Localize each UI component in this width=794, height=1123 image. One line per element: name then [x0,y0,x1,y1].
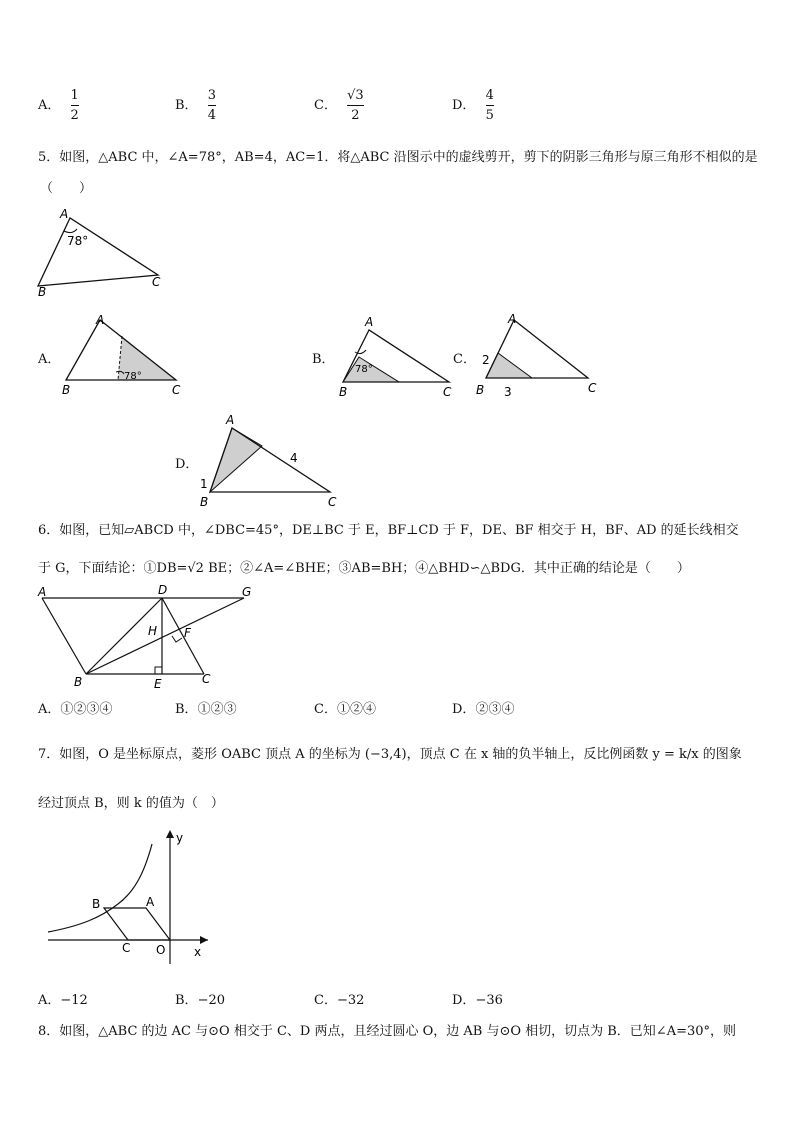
q5-main-figure [30,205,170,300]
svg-text:2: 2 [482,353,490,367]
svg-text:D: D [158,583,168,597]
svg-text:B: B [476,383,485,397]
q5-stem-line1: 5．如图，△ABC 中，∠A=78°，AB=4，AC=1．将△ABC 沿图示中的虚线剪开，剪下的阴影三角形与原三角形不相似的是 [38,150,758,165]
svg-text:B: B [62,383,71,397]
svg-text:A: A [508,312,517,326]
svg-text:B: B [74,675,83,689]
q7-option-d: D．−36 [452,993,503,1008]
q6-option-b: B．①②③ [175,702,237,717]
svg-text:78°: 78° [124,371,142,382]
q7-option-a: A．−12 [38,993,88,1008]
q5-option-d-figure [196,412,346,512]
svg-text:A: A [96,313,105,327]
q4-option-b: B． $\frac{3}{4}$ [175,88,216,123]
q6-option-c: C．①②④ [314,702,376,717]
q5-option-c-label: C． [453,352,476,367]
q7-option-c: C．−32 [314,993,365,1008]
svg-text:x: x [194,945,202,959]
q5-option-a-label: A． [38,352,61,367]
svg-text:A: A [38,585,47,599]
svg-text:4: 4 [290,451,298,465]
q8-stem-line1: 8．如图，△ABC 的边 AC 与⊙O 相交于 C、D 两点，且经过圆心 O，边 AB 与⊙O 相切，切点为 B．已知∠A=30°，则 [38,1024,737,1039]
svg-text:C: C [588,381,597,395]
svg-text:A: A [146,895,155,909]
svg-text:C: C [152,275,161,289]
q6-stem-line2: 于 G，下面结论：①DB=√2 BE；②∠A=∠BHE；③AB=BH；④△BHD∽△BDG．其中正确的结论是（ ） [38,561,690,576]
q6-stem-line1: 6．如图，已知▱ABCD 中，∠DBC=45°，DE⊥BC 于 E，BF⊥CD 于 F，DE、BF 相交于 H，BF、AD 的延长线相交 [38,523,739,538]
q5-option-b-label: B． [312,352,335,367]
q6-option-a: A．①②③④ [38,702,113,717]
q7-stem-line2: 经过顶点 B，则 k 的值为（ ） [38,796,224,811]
svg-text:B: B [38,285,47,299]
q7-option-b: B．−20 [175,993,225,1008]
svg-text:A: A [226,413,235,427]
q7-figure [40,826,220,966]
q5-option-d-label: D． [175,457,199,472]
svg-text:F: F [184,626,191,640]
svg-text:C: C [122,941,131,955]
q5-option-a-figure [58,312,188,402]
svg-text:B: B [92,897,101,911]
svg-text:C: C [443,385,452,399]
svg-text:78°: 78° [355,364,373,375]
svg-text:E: E [154,677,162,691]
svg-text:A: A [60,207,69,221]
q5-stem-line2: （ ） [40,181,93,196]
q4-option-a: A． $\frac{1}{2}$ [38,88,79,123]
svg-text:C: C [328,495,337,509]
q6-option-d: D．②③④ [452,702,515,717]
svg-text:A: A [365,315,374,329]
q5-option-b-figure [335,312,455,402]
q4-option-c: C． $\frac{√3}{2}$ [314,88,364,123]
svg-text:O: O [156,943,166,957]
svg-text:C: C [172,383,181,397]
svg-text:H: H [148,624,158,638]
svg-text:y: y [176,831,184,845]
q6-figure [30,583,270,691]
svg-text:78°: 78° [67,234,89,248]
q7-stem-line1: 7．如图，O 是坐标原点，菱形 OABC 顶点 A 的坐标为 (−3,4)，顶点 C 在 x 轴的负半轴上，反比例函数 y = k/x 的图象 [38,747,742,762]
q5-option-c-figure [470,310,605,402]
svg-text:G: G [242,585,252,599]
svg-text:C: C [202,672,211,686]
q4-option-d: D． $\frac{4}{5}$ [452,88,494,123]
svg-text:B: B [339,385,348,399]
svg-text:1: 1 [200,477,208,491]
svg-text:B: B [200,495,209,509]
svg-text:3: 3 [504,385,512,399]
